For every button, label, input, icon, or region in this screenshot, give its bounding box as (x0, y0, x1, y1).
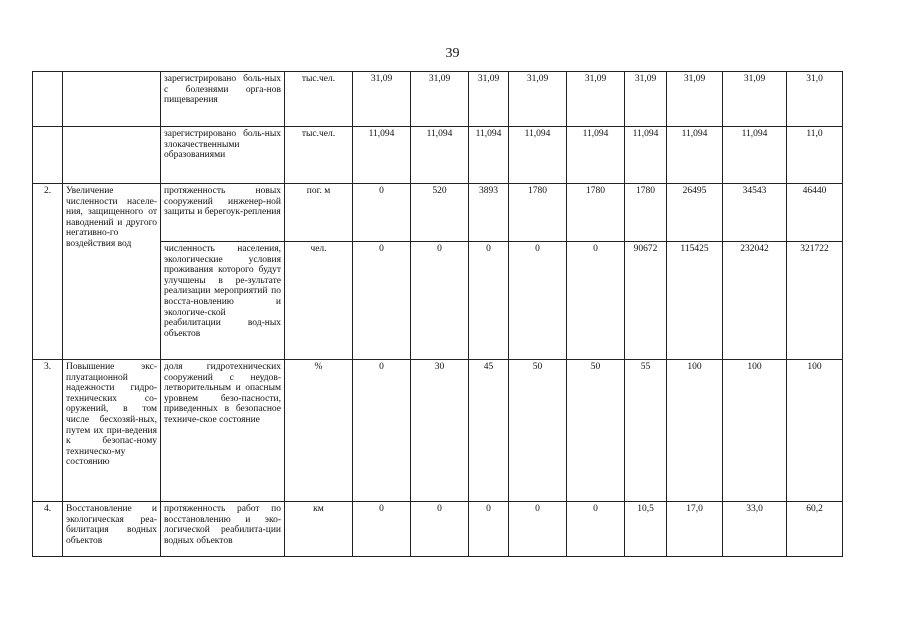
row-number (33, 127, 63, 184)
value-cell: 0 (353, 502, 411, 557)
value-cell: 1780 (509, 184, 567, 242)
page-number: 39 (445, 46, 460, 61)
value-cell: 11,0 (787, 127, 843, 184)
indicators-table (32, 71, 843, 557)
value-cell: 31,09 (625, 72, 667, 127)
table-row (33, 502, 843, 557)
value-cell: 46440 (787, 184, 843, 242)
value-cell: 30 (411, 360, 469, 502)
value-cell: 232042 (723, 242, 787, 360)
value-cell: 11,094 (509, 127, 567, 184)
unit-cell: % (285, 360, 353, 502)
value-cell: 45 (469, 360, 509, 502)
value-cell: 11,094 (625, 127, 667, 184)
value-cell: 10,5 (625, 502, 667, 557)
value-cell: 321722 (787, 242, 843, 360)
value-cell: 55 (625, 360, 667, 502)
row-number: 4. (33, 502, 63, 557)
goal-cell (63, 72, 161, 127)
value-cell: 50 (567, 360, 625, 502)
indicator-cell: численность населения, экологические условия проживания которого будут улучшены в ре-зультате реализации мероприятий по восста-новлению и экологиче-ской реабилитации вод-ных объектов (161, 242, 285, 360)
value-cell: 100 (787, 360, 843, 502)
value-cell: 11,094 (723, 127, 787, 184)
indicator-cell: зарегистрировано боль-ных с болезнями орга-нов пищеварения (161, 72, 285, 127)
value-cell: 115425 (667, 242, 723, 360)
goal-cell (63, 127, 161, 184)
value-cell: 3893 (469, 184, 509, 242)
value-cell: 1780 (625, 184, 667, 242)
value-cell: 0 (567, 502, 625, 557)
value-cell: 0 (411, 242, 469, 360)
unit-cell: пог. м (285, 184, 353, 242)
goal-cell: Увеличение численности населе-ния, защищенного от наводнений и другого негативно-го воздействия вод (63, 184, 161, 360)
value-cell: 31,09 (723, 72, 787, 127)
row-number: 3. (33, 360, 63, 502)
indicator-cell: протяженность новых сооружений инженер-ной защиты и берегоук-репления (161, 184, 285, 242)
value-cell: 31,09 (509, 72, 567, 127)
unit-cell: тыс.чел. (285, 72, 353, 127)
value-cell: 31,0 (787, 72, 843, 127)
value-cell: 17,0 (667, 502, 723, 557)
value-cell: 31,09 (667, 72, 723, 127)
unit-cell: чел. (285, 242, 353, 360)
value-cell: 31,09 (469, 72, 509, 127)
value-cell: 31,09 (353, 72, 411, 127)
value-cell: 100 (723, 360, 787, 502)
value-cell: 11,094 (353, 127, 411, 184)
value-cell: 100 (667, 360, 723, 502)
value-cell: 33,0 (723, 502, 787, 557)
value-cell: 0 (469, 502, 509, 557)
value-cell: 90672 (625, 242, 667, 360)
value-cell: 0 (353, 360, 411, 502)
goal-cell: Повышение экс-плуатационной надежности гидро-технических со-оружений, в том числе бесхозяй-ных, путем их при-ведения к безопас-ному техническо-му состоянию (63, 360, 161, 502)
value-cell: 0 (567, 242, 625, 360)
table-row (33, 127, 843, 184)
value-cell: 34543 (723, 184, 787, 242)
unit-cell: тыс.чел. (285, 127, 353, 184)
value-cell: 31,09 (411, 72, 469, 127)
table-row (33, 360, 843, 502)
row-number (33, 72, 63, 127)
indicator-cell: доля гидротехнических сооружений с неудов-летворительным и опасным уровнем безо-пасности, приведенных в безопасное техниче-ское состояние (161, 360, 285, 502)
goal-cell: Восстановление и экологическая реа-билитация водных объектов (63, 502, 161, 557)
value-cell: 1780 (567, 184, 625, 242)
value-cell: 0 (469, 242, 509, 360)
value-cell: 11,094 (411, 127, 469, 184)
value-cell: 520 (411, 184, 469, 242)
value-cell: 0 (509, 502, 567, 557)
value-cell: 60,2 (787, 502, 843, 557)
value-cell: 11,094 (667, 127, 723, 184)
unit-cell: км (285, 502, 353, 557)
value-cell: 0 (411, 502, 469, 557)
indicator-cell: протяженность работ по восстановлению и эко-логической реабилита-ции водных объектов (161, 502, 285, 557)
table-row (33, 184, 843, 242)
value-cell: 0 (509, 242, 567, 360)
value-cell: 11,094 (469, 127, 509, 184)
value-cell: 11,094 (567, 127, 625, 184)
indicator-cell: зарегистрировано боль-ных злокачественными образованиями (161, 127, 285, 184)
table-row (33, 72, 843, 127)
value-cell: 31,09 (567, 72, 625, 127)
value-cell: 26495 (667, 184, 723, 242)
row-number: 2. (33, 184, 63, 360)
value-cell: 0 (353, 184, 411, 242)
value-cell: 50 (509, 360, 567, 502)
value-cell: 0 (353, 242, 411, 360)
